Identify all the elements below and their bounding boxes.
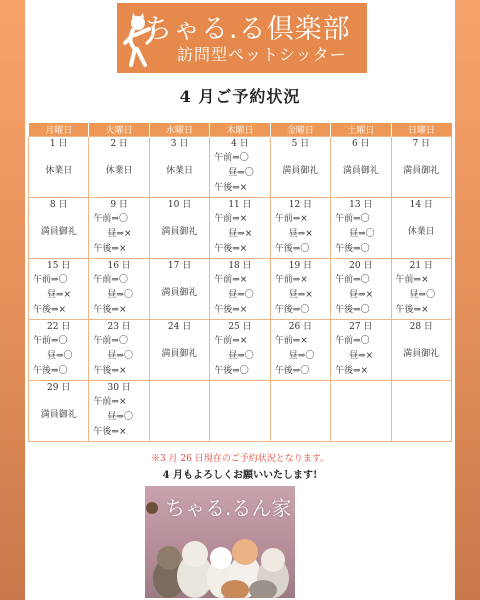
day-number: 8 日 xyxy=(49,200,68,210)
day-cell xyxy=(391,320,451,381)
time-slot: 午前⇒× xyxy=(214,275,248,285)
empty-day-cell xyxy=(270,381,330,442)
day-cell xyxy=(210,259,270,320)
weekday-header: 金曜日 xyxy=(270,123,330,137)
time-slots xyxy=(210,334,269,379)
day-number: 18 日 xyxy=(228,261,252,271)
empty-day-cell xyxy=(331,381,391,442)
weekday-header-row xyxy=(29,123,452,137)
time-slots xyxy=(29,334,88,379)
time-slots xyxy=(89,395,148,440)
time-slot: 昼⇒〇 xyxy=(47,351,73,361)
day-number: 2 日 xyxy=(110,139,128,149)
day-number: 28 日 xyxy=(409,322,433,332)
day-number: 7 日 xyxy=(412,139,431,149)
day-cell xyxy=(331,137,391,198)
day-number: 26 日 xyxy=(288,322,313,332)
day-cell xyxy=(331,259,391,320)
time-slots xyxy=(210,151,269,196)
page-title: 4 月ご予約状況 xyxy=(179,87,301,106)
calendar-week-row xyxy=(29,381,452,442)
time-slot: 午前⇒〇 xyxy=(335,214,370,224)
day-cell xyxy=(391,198,451,259)
day-number: 5 日 xyxy=(291,139,310,149)
time-slot: 午後⇒× xyxy=(335,366,369,376)
time-slot: 午後⇒〇 xyxy=(33,366,68,376)
weekday-header: 日曜日 xyxy=(391,123,451,137)
calendar-body xyxy=(29,137,452,442)
time-slots xyxy=(29,273,88,318)
cats-group-photo xyxy=(145,486,295,598)
day-cell xyxy=(210,137,270,198)
day-cell xyxy=(331,198,391,259)
day-status: 満員御礼 xyxy=(161,349,198,359)
time-slot: 午後⇒〇 xyxy=(274,305,310,315)
day-number: 30 日 xyxy=(107,383,131,393)
time-slot: 午後⇒× xyxy=(93,427,127,437)
day-cell xyxy=(89,320,149,381)
day-cell xyxy=(391,137,451,198)
time-slot: 昼⇒× xyxy=(288,290,313,300)
day-status: 満員御礼 xyxy=(161,227,198,237)
day-status: 休業日 xyxy=(407,227,435,237)
time-slot: 午後⇒〇 xyxy=(274,366,310,376)
time-slot: 昼⇒× xyxy=(228,229,253,239)
time-slot: 午前⇒〇 xyxy=(33,336,68,346)
time-slot: 昼⇒× xyxy=(288,229,313,239)
time-slot: 午後⇒× xyxy=(93,305,127,315)
time-slot: 午前⇒〇 xyxy=(335,275,370,285)
time-slot: 昼⇒〇 xyxy=(107,412,133,422)
day-number: 9 日 xyxy=(110,200,128,210)
day-cell xyxy=(391,259,451,320)
time-slot: 午前⇒× xyxy=(395,275,429,285)
day-status: 休業日 xyxy=(45,166,73,176)
time-slot: 午前⇒〇 xyxy=(33,275,68,285)
time-slot: 昼⇒〇 xyxy=(409,290,436,300)
day-cell xyxy=(270,198,330,259)
day-cell xyxy=(29,320,89,381)
time-slot: 午後⇒〇 xyxy=(335,244,370,254)
brand-name: ちゃる.る倶楽部 xyxy=(145,14,351,45)
day-status: 満員御礼 xyxy=(403,166,440,176)
calendar-week-row xyxy=(29,137,452,198)
day-cell xyxy=(149,259,209,320)
day-cell xyxy=(210,320,270,381)
empty-day-cell xyxy=(391,381,451,442)
time-slots xyxy=(392,273,451,318)
day-number: 12 日 xyxy=(288,200,313,210)
weekday-header: 木曜日 xyxy=(210,123,270,137)
time-slot: 午後⇒× xyxy=(214,244,248,254)
weekday-header: 月曜日 xyxy=(29,123,89,137)
empty-day-cell xyxy=(149,381,209,442)
day-cell xyxy=(89,381,149,442)
day-number: 10 日 xyxy=(167,200,192,210)
time-slot: 昼⇒〇 xyxy=(228,168,254,178)
day-number: 21 日 xyxy=(409,261,433,271)
day-cell xyxy=(270,259,330,320)
time-slot: 昼⇒〇 xyxy=(228,351,254,361)
day-status: 満員御礼 xyxy=(403,349,440,359)
day-number: 22 日 xyxy=(47,322,71,332)
day-cell xyxy=(210,198,270,259)
weekday-header: 水曜日 xyxy=(149,123,209,137)
time-slot: 午前⇒× xyxy=(214,214,248,224)
time-slot: 午前⇒× xyxy=(93,397,127,407)
day-cell xyxy=(89,259,149,320)
day-cell xyxy=(270,137,330,198)
time-slot: 午前⇒〇 xyxy=(335,336,370,346)
time-slot: 午後⇒〇 xyxy=(335,305,370,315)
time-slot: 午前⇒× xyxy=(214,336,248,346)
time-slot: 午後⇒〇 xyxy=(214,366,249,376)
empty-day-cell xyxy=(210,381,270,442)
day-cell xyxy=(149,320,209,381)
time-slot: 昼⇒〇 xyxy=(349,229,375,239)
time-slot: 午後⇒× xyxy=(33,305,67,315)
time-slots xyxy=(271,212,330,257)
time-slot: 昼⇒× xyxy=(349,290,374,300)
time-slots xyxy=(89,212,148,257)
day-number: 25 日 xyxy=(228,322,252,332)
day-cell xyxy=(149,137,209,198)
time-slots xyxy=(210,273,269,318)
time-slots xyxy=(271,273,330,318)
day-cell xyxy=(149,198,209,259)
day-status: 満員御礼 xyxy=(40,410,77,420)
reservation-calendar xyxy=(28,123,452,442)
day-cell xyxy=(89,198,149,259)
day-number: 16 日 xyxy=(107,261,131,271)
time-slot: 午後⇒〇 xyxy=(274,244,310,254)
time-slot: 昼⇒× xyxy=(349,351,374,361)
day-number: 3 日 xyxy=(170,139,189,149)
day-number: 4 日 xyxy=(231,139,249,149)
time-slot: 午後⇒× xyxy=(93,366,127,376)
day-status: 満員御礼 xyxy=(342,166,379,176)
day-number: 6 日 xyxy=(352,139,370,149)
day-status: 休業日 xyxy=(166,166,194,176)
calendar-week-row xyxy=(29,259,452,320)
photo-caption: ちゃる.るん家 xyxy=(165,496,292,520)
day-number: 23 日 xyxy=(107,322,131,332)
day-cell xyxy=(29,137,89,198)
status-note: ※3 月 26 日現在のご予約状況となります。 xyxy=(150,454,330,464)
time-slots xyxy=(89,273,148,318)
time-slot: 昼⇒〇 xyxy=(228,290,254,300)
time-slot: 午後⇒× xyxy=(214,183,248,193)
day-number: 20 日 xyxy=(349,261,373,271)
day-cell xyxy=(29,198,89,259)
time-slot: 午前⇒× xyxy=(274,336,308,346)
time-slot: 午前⇒〇 xyxy=(93,336,128,346)
day-number: 27 日 xyxy=(349,322,373,332)
time-slot: 昼⇒〇 xyxy=(107,290,133,300)
day-number: 29 日 xyxy=(47,383,71,393)
weekday-header: 土曜日 xyxy=(331,123,391,137)
brand-subtitle: 訪問型ペットシッター xyxy=(177,45,347,64)
time-slot: 午後⇒× xyxy=(93,244,127,254)
day-number: 19 日 xyxy=(288,261,313,271)
day-number: 13 日 xyxy=(349,200,373,210)
time-slots xyxy=(331,273,390,318)
schedule-sheet xyxy=(25,0,455,600)
time-slots xyxy=(331,212,390,257)
day-status: 休業日 xyxy=(105,166,133,176)
time-slot: 午後⇒× xyxy=(395,305,429,315)
time-slot: 午前⇒× xyxy=(274,275,308,285)
calendar-week-row xyxy=(29,320,452,381)
day-status: 満員御礼 xyxy=(282,166,319,176)
day-cell xyxy=(270,320,330,381)
time-slot: 午前⇒〇 xyxy=(214,153,249,163)
day-cell xyxy=(331,320,391,381)
day-number: 24 日 xyxy=(167,322,192,332)
day-number: 17 日 xyxy=(167,261,192,271)
time-slot: 午後⇒× xyxy=(214,305,248,315)
time-slot: 昼⇒〇 xyxy=(288,351,315,361)
closing-message: 4 月もよろしくお願いいたします! xyxy=(162,470,318,481)
time-slot: 昼⇒〇 xyxy=(107,351,133,361)
time-slot: 午前⇒× xyxy=(274,214,308,224)
calendar-week-row xyxy=(29,198,452,259)
time-slots xyxy=(271,334,330,379)
day-cell xyxy=(89,137,149,198)
day-status: 満員御礼 xyxy=(40,227,77,237)
time-slot: 午前⇒〇 xyxy=(93,275,128,285)
weekday-header: 火曜日 xyxy=(89,123,149,137)
day-number: 1 日 xyxy=(49,139,68,149)
day-cell xyxy=(29,259,89,320)
time-slots xyxy=(331,334,390,379)
day-status: 満員御礼 xyxy=(161,288,198,298)
day-number: 15 日 xyxy=(47,261,71,271)
time-slot: 昼⇒× xyxy=(107,229,132,239)
time-slots xyxy=(210,212,269,257)
time-slots xyxy=(89,334,148,379)
day-number: 11 日 xyxy=(228,200,252,210)
day-number: 14 日 xyxy=(409,200,433,210)
time-slot: 昼⇒× xyxy=(47,290,72,300)
brand-logo xyxy=(117,3,367,73)
day-cell xyxy=(29,381,89,442)
time-slot: 午前⇒〇 xyxy=(93,214,128,224)
